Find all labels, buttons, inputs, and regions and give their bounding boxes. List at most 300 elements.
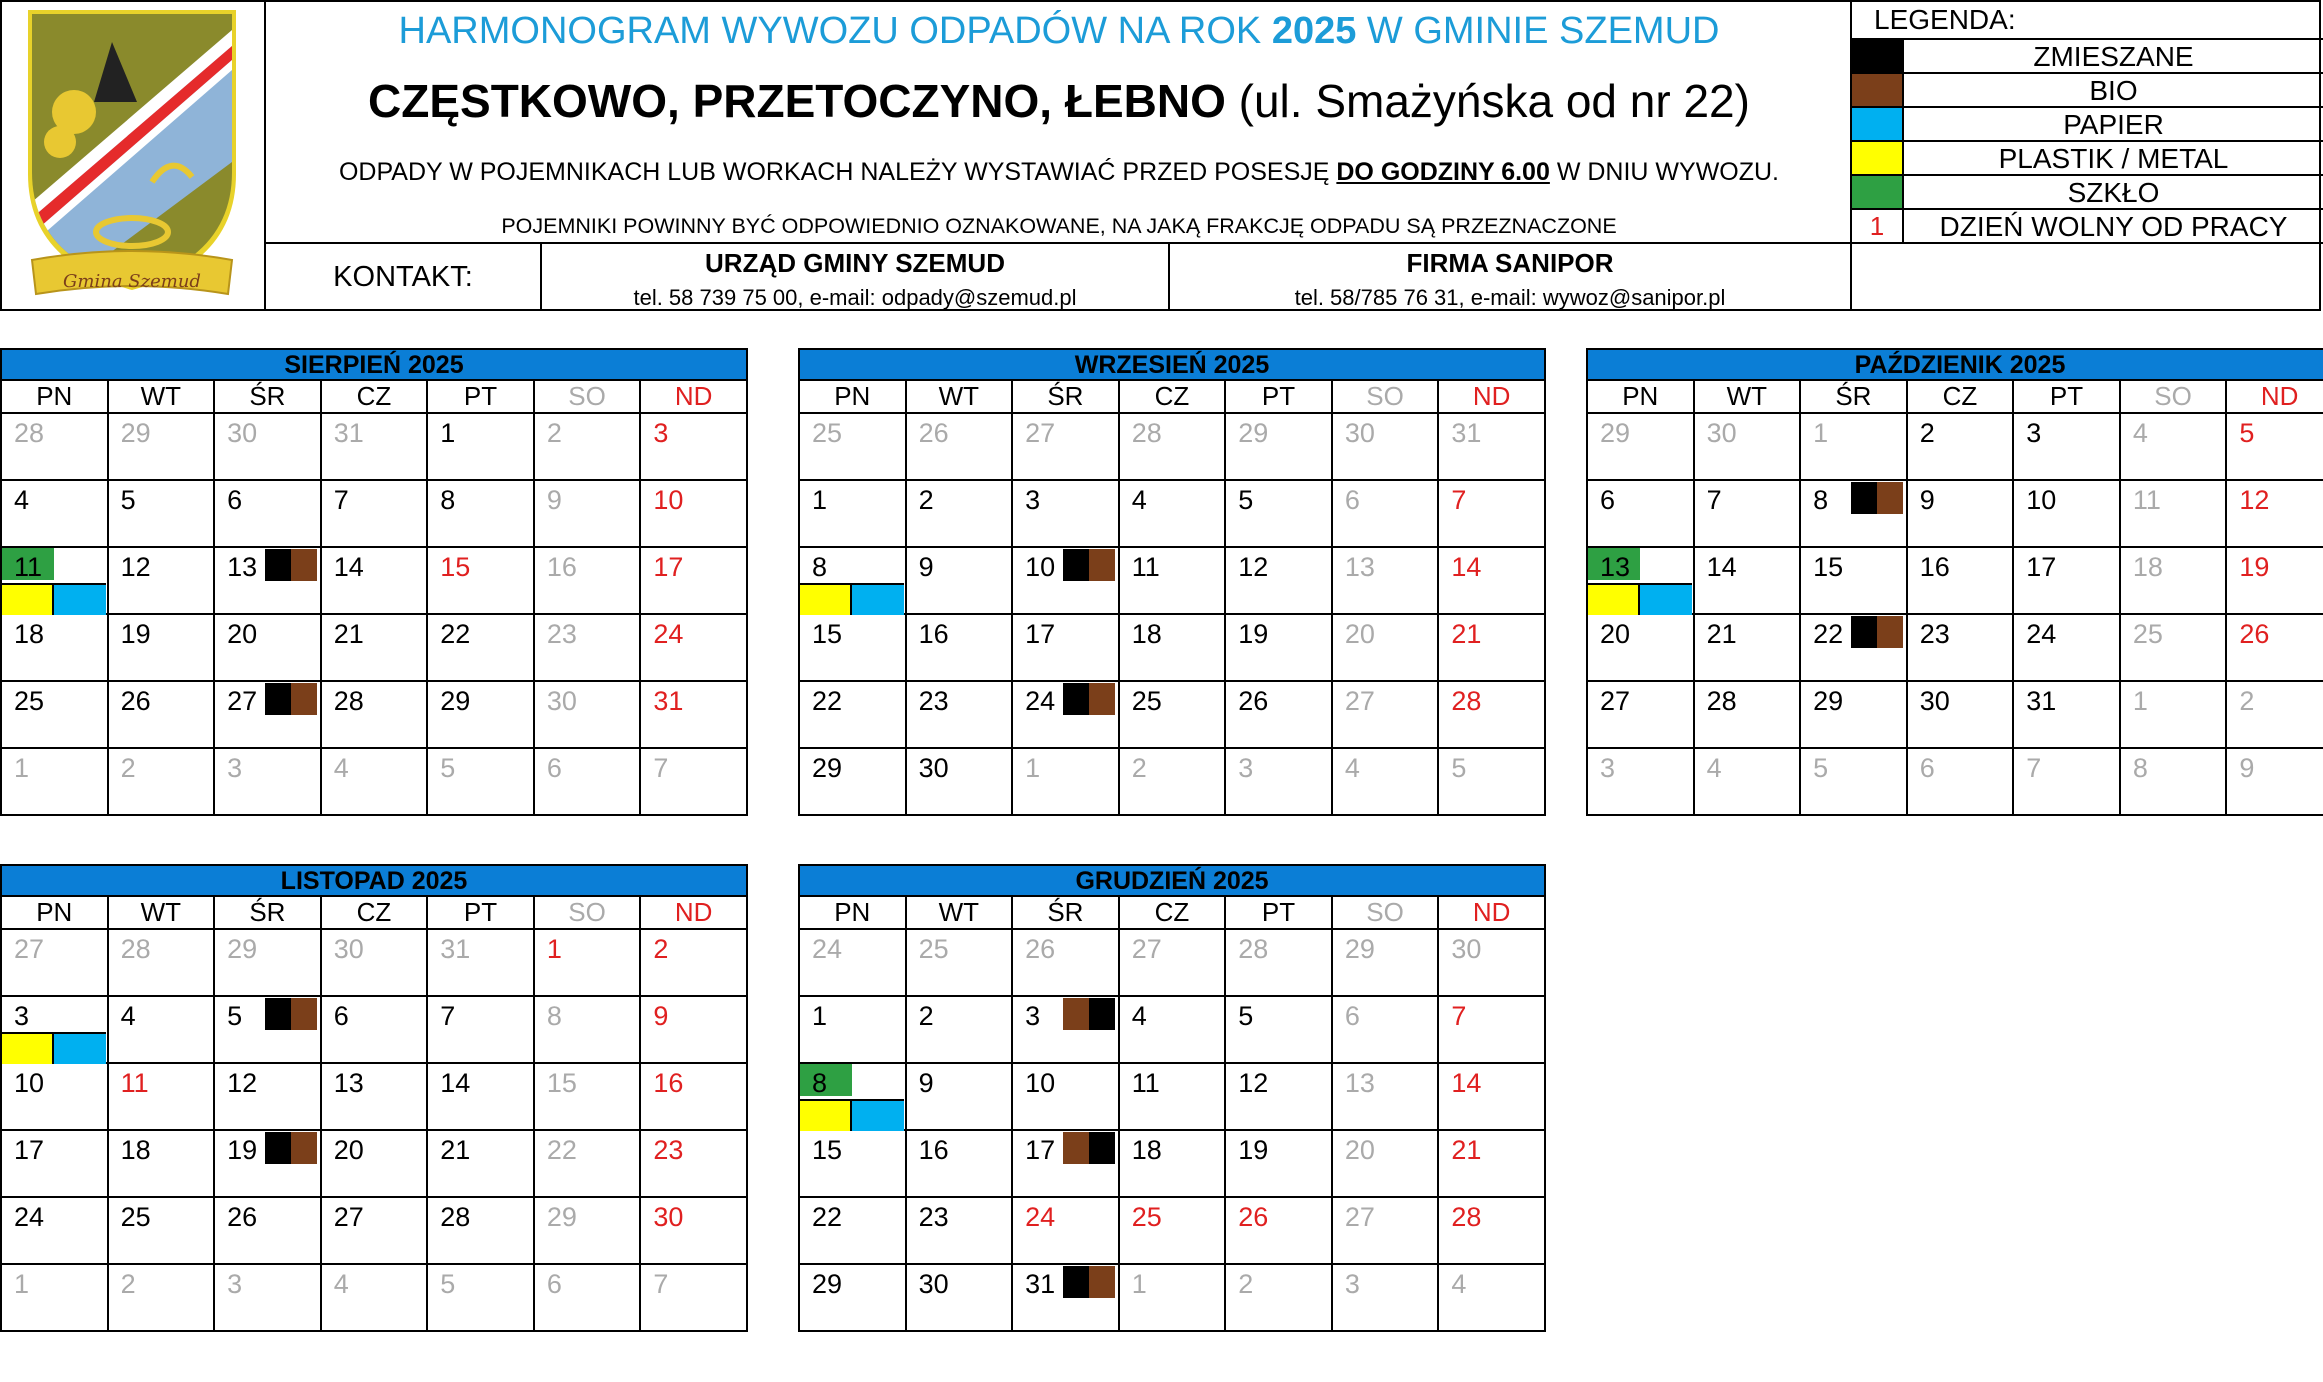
weekday-header: WT: [108, 380, 215, 413]
day-number: 30: [653, 1202, 684, 1232]
day-cell: [214, 614, 321, 681]
legend: [1852, 2, 2323, 311]
day-cell: [1800, 547, 1907, 614]
weekday-header: PT: [1225, 380, 1332, 413]
day-number: 6: [1600, 485, 1616, 515]
day-number: 7: [1451, 1001, 1467, 1031]
day-cell: [1119, 996, 1226, 1063]
day-cell: [321, 1130, 428, 1197]
day-number: 10: [653, 485, 684, 515]
day-number: 11: [1131, 1068, 1160, 1098]
day-cell: [1332, 547, 1439, 614]
day-cell: [2226, 547, 2323, 614]
day-number: 26: [1238, 1202, 1269, 1232]
day-cell: [1587, 748, 1694, 815]
week-row: [799, 480, 1545, 547]
day-cell: [906, 1130, 1013, 1197]
day-number: 4: [333, 1269, 349, 1299]
month-title: PAŹDZIENIK 2025: [1586, 348, 2323, 379]
day-number: 5: [1238, 1001, 1254, 1031]
day-cell: [427, 1130, 534, 1197]
labeling-note: POJEMNIKI POWINNY BYĆ ODPOWIEDNIO OZNAKOWANE, NA JAKĄ FRAKCJĘ ODPADU SĄ PRZEZNACZONE: [501, 214, 1617, 238]
day-cell: [906, 1063, 1013, 1130]
mixed-waste-marker: [1089, 1132, 1115, 1164]
weekday-header: PN: [799, 380, 906, 413]
day-cell: [1438, 996, 1545, 1063]
day-cell: [534, 413, 641, 480]
day-cell: [534, 1264, 641, 1331]
day-cell: [799, 1197, 906, 1264]
legend-label: DZIEŃ WOLNY OD PRACY: [1939, 211, 2288, 242]
weekday-header: PN: [1, 896, 108, 929]
day-number: 22: [1813, 619, 1844, 649]
day-number: 12: [1238, 1068, 1269, 1098]
day-cell: [1907, 413, 2014, 480]
mixed-waste-marker: [265, 998, 291, 1030]
office-details: tel. 58 739 75 00, e-mail: odpady@szemud.pl: [633, 285, 1077, 310]
day-number: 27: [1344, 1202, 1375, 1232]
day-cell: [1225, 996, 1332, 1063]
day-cell: [1, 480, 108, 547]
day-cell: [1907, 614, 2014, 681]
firm-details: tel. 58/785 76 31, e-mail: wywoz@sanipor.pl: [1294, 285, 1726, 310]
weekday-header: WT: [906, 896, 1013, 929]
day-cell: [534, 681, 641, 748]
day-cell: [799, 1264, 906, 1331]
day-cell: [1, 1063, 108, 1130]
day-cell: [214, 996, 321, 1063]
day-cell: [1332, 681, 1439, 748]
day-number: 25: [120, 1202, 151, 1232]
day-cell: [321, 996, 428, 1063]
day-cell: [1587, 614, 1694, 681]
weekday-header: SO: [1332, 380, 1439, 413]
month-calendar: [1586, 348, 2323, 816]
week-row: [1, 480, 747, 547]
day-number: 11: [2132, 485, 2161, 515]
day-cell: [1587, 413, 1694, 480]
week-row: [1, 1197, 747, 1264]
day-number: 7: [333, 485, 349, 515]
day-number: 13: [1600, 552, 1631, 582]
day-number: 22: [812, 686, 843, 716]
day-number: 26: [227, 1202, 258, 1232]
day-number: 31: [2026, 686, 2057, 716]
week-row: [1, 413, 747, 480]
day-number: 29: [812, 1269, 843, 1299]
day-cell: [108, 614, 215, 681]
day-number: 2: [120, 1269, 136, 1299]
day-number: 1: [14, 1269, 30, 1299]
day-number: 27: [227, 686, 258, 716]
day-number: 1: [1025, 753, 1041, 783]
day-cell: [214, 1197, 321, 1264]
day-cell: [1119, 1130, 1226, 1197]
day-cell: [1012, 1197, 1119, 1264]
weekday-header: WT: [1694, 380, 1801, 413]
day-cell: [1012, 748, 1119, 815]
day-number: 22: [546, 1135, 577, 1165]
day-cell: [2120, 480, 2227, 547]
day-cell: [1012, 681, 1119, 748]
day-cell: [640, 1197, 747, 1264]
day-cell: [1332, 929, 1439, 996]
day-number: 4: [2132, 418, 2148, 448]
paper-marker: [852, 583, 904, 615]
week-row: [799, 681, 1545, 748]
month-calendar: [798, 348, 1546, 816]
day-cell: [1587, 547, 1694, 614]
week-row: [799, 996, 1545, 1063]
day-number: 27: [14, 934, 45, 964]
day-cell: [1438, 547, 1545, 614]
day-number: 27: [1025, 418, 1056, 448]
mixed-waste-marker: [1089, 998, 1115, 1030]
weekday-header: CZ: [1119, 896, 1226, 929]
day-cell: [1225, 1197, 1332, 1264]
day-number: 5: [1451, 753, 1467, 783]
day-cell: [1012, 480, 1119, 547]
day-number: 17: [14, 1135, 45, 1165]
day-number: 10: [1025, 1068, 1056, 1098]
day-number: 2: [918, 485, 934, 515]
day-cell: [427, 996, 534, 1063]
day-cell: [1332, 1264, 1439, 1331]
day-cell: [108, 1197, 215, 1264]
legend-row: [1852, 72, 2323, 106]
day-number: 25: [812, 418, 843, 448]
day-cell: [321, 681, 428, 748]
day-cell: [1800, 748, 1907, 815]
day-cell: [2226, 480, 2323, 547]
day-number: 29: [227, 934, 258, 964]
day-number: 11: [120, 1068, 149, 1098]
day-number: 2: [1919, 418, 1935, 448]
day-cell: [2226, 614, 2323, 681]
month-title: WRZESIEŃ 2025: [798, 348, 1546, 379]
day-number: 12: [1238, 552, 1269, 582]
day-cell: [1438, 1130, 1545, 1197]
mixed-waste-marker: [265, 549, 291, 581]
day-cell: [1, 996, 108, 1063]
day-number: 1: [1131, 1269, 1147, 1299]
day-number: 7: [2026, 753, 2042, 783]
day-cell: [1, 614, 108, 681]
weekday-header: PT: [427, 380, 534, 413]
day-cell: [534, 929, 641, 996]
bio-waste-marker: [1063, 998, 1089, 1030]
day-cell: [2120, 413, 2227, 480]
day-cell: [1119, 413, 1226, 480]
weekday-header: ŚR: [1800, 380, 1907, 413]
day-number: 9: [918, 1068, 934, 1098]
day-number: 13: [333, 1068, 364, 1098]
week-row: [1, 1130, 747, 1197]
weekday-header: ND: [1438, 380, 1545, 413]
day-number: 2: [1238, 1269, 1254, 1299]
day-number: 15: [812, 619, 843, 649]
weekday-header: ŚR: [1012, 380, 1119, 413]
firm-name: FIRMA SANIPOR: [1406, 248, 1614, 278]
day-number: 21: [1451, 619, 1482, 649]
day-cell: [1225, 681, 1332, 748]
day-cell: [1012, 547, 1119, 614]
day-cell: [1012, 1264, 1119, 1331]
legend-row: [1852, 106, 2323, 140]
day-number: 1: [1813, 418, 1829, 448]
day-cell: [1119, 681, 1226, 748]
header-box: [0, 0, 2321, 311]
day-cell: [906, 413, 1013, 480]
day-cell: [321, 480, 428, 547]
month-calendar: [798, 864, 1546, 1332]
week-row: [799, 614, 1545, 681]
day-number: 8: [2132, 753, 2148, 783]
day-number: 14: [440, 1068, 471, 1098]
weekday-header: CZ: [1119, 380, 1226, 413]
day-number: 18: [120, 1135, 151, 1165]
day-number: 4: [1131, 485, 1147, 515]
day-number: 4: [14, 485, 30, 515]
day-cell: [1225, 1130, 1332, 1197]
day-number: 15: [546, 1068, 577, 1098]
day-cell: [1332, 413, 1439, 480]
day-number: 3: [1025, 485, 1041, 515]
day-cell: [640, 413, 747, 480]
day-number: 30: [1451, 934, 1482, 964]
office-contact: [542, 244, 1168, 311]
day-number: 19: [1238, 1135, 1269, 1165]
day-cell: [1012, 929, 1119, 996]
day-cell: [799, 929, 906, 996]
day-cell: [906, 480, 1013, 547]
day-number: 23: [918, 1202, 949, 1232]
day-cell: [2226, 681, 2323, 748]
day-cell: [1119, 748, 1226, 815]
day-cell: [321, 1197, 428, 1264]
day-cell: [1225, 1063, 1332, 1130]
day-number: 30: [918, 1269, 949, 1299]
plastic-marker: [800, 583, 852, 615]
day-cell: [427, 480, 534, 547]
day-number: 26: [1238, 686, 1269, 716]
bio-waste-marker: [291, 1132, 317, 1164]
mixed-waste-marker: [1851, 616, 1877, 648]
day-number: 27: [1131, 934, 1162, 964]
bio-waste-marker: [1063, 1132, 1089, 1164]
day-cell: [640, 480, 747, 547]
day-cell: [906, 614, 1013, 681]
month-title: GRUDZIEŃ 2025: [798, 864, 1546, 895]
day-number: 14: [1451, 552, 1482, 582]
day-cell: [1119, 614, 1226, 681]
day-number: 28: [120, 934, 151, 964]
legend-swatch: [1852, 108, 1904, 140]
day-number: 9: [1919, 485, 1935, 515]
day-cell: [799, 614, 906, 681]
day-number: 3: [653, 418, 669, 448]
legend-row: [1852, 38, 2323, 72]
day-number: 29: [1813, 686, 1844, 716]
weekday-header: PN: [1, 380, 108, 413]
day-number: 31: [333, 418, 364, 448]
day-number: 28: [1451, 686, 1482, 716]
day-cell: [1225, 748, 1332, 815]
day-number: 30: [227, 418, 258, 448]
week-row: [1587, 748, 2323, 815]
day-cell: [214, 1063, 321, 1130]
contact-label: KONTAKT:: [333, 261, 473, 293]
day-number: 6: [1919, 753, 1935, 783]
day-number: 30: [546, 686, 577, 716]
day-number: 19: [227, 1135, 258, 1165]
day-cell: [108, 1264, 215, 1331]
day-number: 13: [1344, 1068, 1375, 1098]
day-cell: [1694, 547, 1801, 614]
day-number: 21: [440, 1135, 471, 1165]
week-row: [1, 614, 747, 681]
day-number: 23: [1919, 619, 1950, 649]
day-cell: [1119, 1063, 1226, 1130]
day-number: 23: [653, 1135, 684, 1165]
day-number: 19: [1238, 619, 1269, 649]
day-number: 29: [812, 753, 843, 783]
weekday-header: ND: [1438, 896, 1545, 929]
day-number: 30: [918, 753, 949, 783]
day-cell: [1907, 480, 2014, 547]
day-number: 4: [1451, 1269, 1467, 1299]
placement-note: ODPADY W POJEMNIKACH LUB WORKACH NALEŻY WYSTAWIAĆ PRZED POSESJĘ DO GODZINY 6.00 W DNIU WYWOZU.: [338, 158, 1780, 186]
day-cell: [108, 1130, 215, 1197]
day-number: 26: [120, 686, 151, 716]
day-number: 4: [1706, 753, 1722, 783]
mixed-waste-marker: [265, 683, 291, 715]
day-number: 1: [440, 418, 456, 448]
schedule-title: HARMONOGRAM WYWOZU ODPADÓW NA ROK 2025 W GMINIE SZEMUD: [398, 10, 1720, 52]
day-number: 10: [2026, 485, 2057, 515]
day-cell: [1, 1130, 108, 1197]
day-number: 1: [14, 753, 30, 783]
day-number: 20: [1344, 619, 1375, 649]
day-cell: [1332, 1130, 1439, 1197]
day-number: 21: [1706, 619, 1737, 649]
day-number: 2: [120, 753, 136, 783]
day-cell: [534, 547, 641, 614]
week-row: [1, 1264, 747, 1331]
day-number: 8: [440, 485, 456, 515]
day-cell: [640, 748, 747, 815]
day-cell: [534, 1063, 641, 1130]
day-cell: [321, 413, 428, 480]
week-row: [799, 929, 1545, 996]
paper-marker: [54, 1032, 106, 1064]
day-number: 24: [1025, 1202, 1056, 1232]
legend-label: BIO: [2089, 75, 2138, 106]
day-number: 9: [918, 552, 934, 582]
day-cell: [906, 1197, 1013, 1264]
day-number: 25: [1131, 1202, 1162, 1232]
day-cell: [1225, 413, 1332, 480]
day-cell: [1225, 929, 1332, 996]
day-number: 26: [2239, 619, 2270, 649]
day-number: 8: [812, 1068, 828, 1098]
day-cell: [1012, 996, 1119, 1063]
day-cell: [640, 996, 747, 1063]
day-number: 20: [227, 619, 258, 649]
day-cell: [1119, 929, 1226, 996]
day-cell: [906, 547, 1013, 614]
day-number: 10: [1025, 552, 1056, 582]
day-cell: [427, 1264, 534, 1331]
legend-row: [1852, 140, 2323, 174]
day-number: 9: [2239, 753, 2255, 783]
day-cell: [906, 748, 1013, 815]
day-number: 22: [440, 619, 471, 649]
day-cell: [321, 614, 428, 681]
day-number: 31: [1451, 418, 1482, 448]
day-number: 2: [653, 934, 669, 964]
day-number: 7: [653, 1269, 669, 1299]
week-row: [1, 547, 747, 614]
weekday-header: WT: [906, 380, 1013, 413]
day-cell: [1438, 480, 1545, 547]
day-number: 18: [1131, 1135, 1162, 1165]
day-number: 17: [1025, 619, 1056, 649]
day-cell: [214, 929, 321, 996]
day-cell: [640, 614, 747, 681]
week-row: [1, 748, 747, 815]
day-number: 9: [653, 1001, 669, 1031]
plastic-marker: [800, 1099, 852, 1131]
week-row: [1587, 480, 2323, 547]
day-number: 16: [546, 552, 577, 582]
weekday-header: SO: [1332, 896, 1439, 929]
day-cell: [1012, 1063, 1119, 1130]
day-cell: [1907, 547, 2014, 614]
day-cell: [427, 1197, 534, 1264]
day-number: 5: [1813, 753, 1829, 783]
day-number: 31: [653, 686, 684, 716]
day-number: 7: [653, 753, 669, 783]
day-cell: [1800, 614, 1907, 681]
day-number: 20: [1600, 619, 1631, 649]
day-number: 3: [2026, 418, 2042, 448]
day-number: 24: [653, 619, 684, 649]
day-cell: [1012, 413, 1119, 480]
day-cell: [1694, 748, 1801, 815]
day-number: 29: [120, 418, 151, 448]
day-cell: [1800, 413, 1907, 480]
weekday-header: PN: [1587, 380, 1694, 413]
day-cell: [214, 681, 321, 748]
day-cell: [321, 1063, 428, 1130]
day-number: 26: [1025, 934, 1056, 964]
day-number: 5: [120, 485, 136, 515]
week-row: [1, 1063, 747, 1130]
day-cell: [1694, 413, 1801, 480]
day-cell: [427, 748, 534, 815]
day-number: 2: [546, 418, 562, 448]
day-number: 10: [14, 1068, 45, 1098]
day-number: 27: [1600, 686, 1631, 716]
day-cell: [2013, 413, 2120, 480]
weekday-header: SO: [534, 896, 641, 929]
day-cell: [108, 681, 215, 748]
day-cell: [534, 748, 641, 815]
legend-row-holiday: [1852, 208, 2323, 242]
weekday-header: CZ: [321, 380, 428, 413]
day-number: 27: [1344, 686, 1375, 716]
